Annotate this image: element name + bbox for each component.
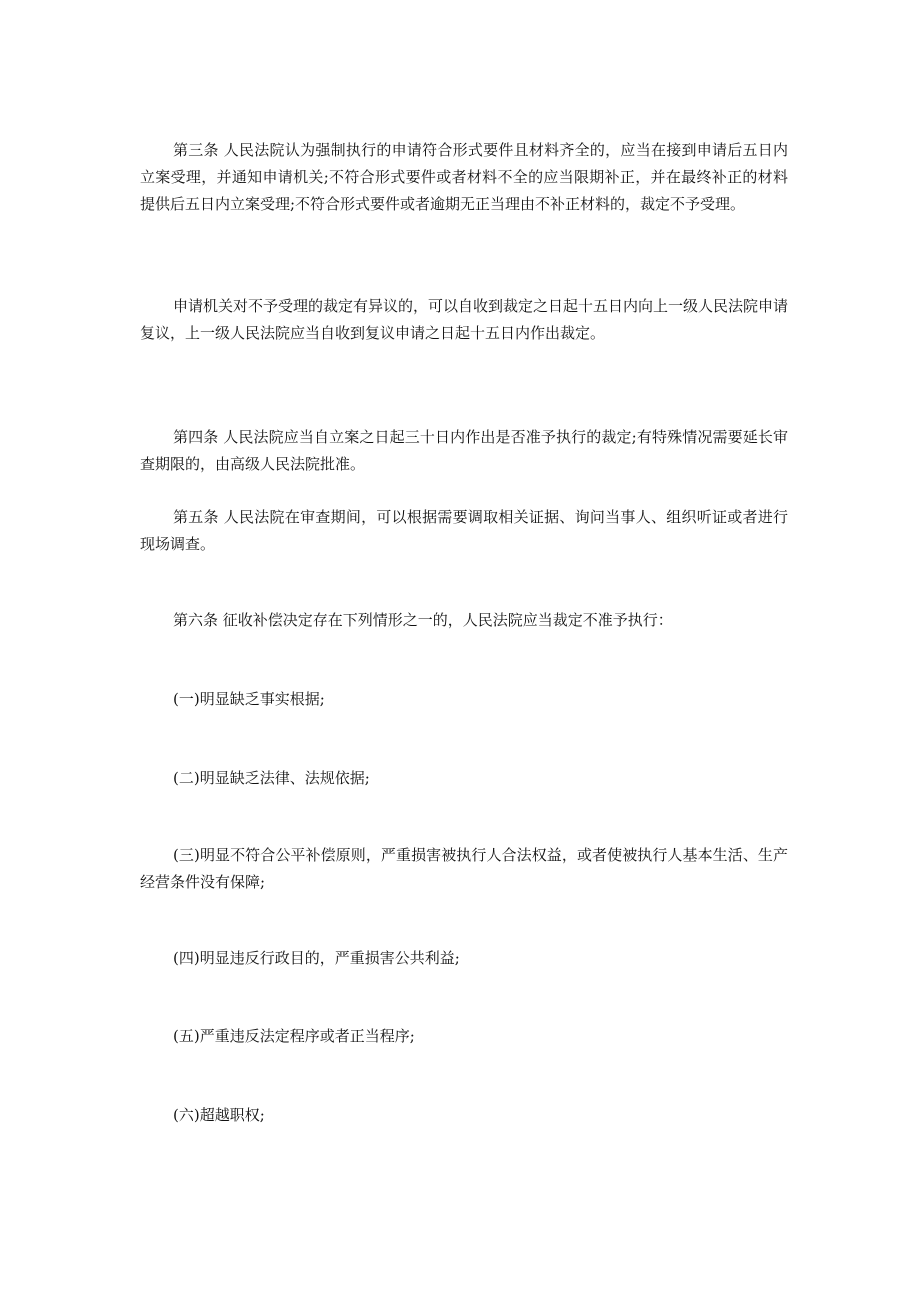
list-item-3: (三)明显不符合公平补偿原则，严重损害被执行人合法权益，或者使被执行人基本生活、生产经营条件没有保障; (140, 846, 788, 891)
reconsideration-paragraph: 申请机关对不予受理的裁定有异议的，可以自收到裁定之日起十五日内向上一级人民法院申请复议，上一级人民法院应当自收到复议申请之日起十五日内作出裁定。 (140, 297, 789, 342)
article-6-paragraph: 第六条 征收补偿决定存在下列情形之一的，人民法院应当裁定不准予执行： (173, 611, 673, 629)
list-item-1: (一)明显缺乏事实根据; (173, 690, 325, 708)
article-3-paragraph: 第三条 人民法院认为强制执行的申请符合形式要件且材料齐全的，应当在接到申请后五日内立案受理，并通知申请机关;不符合形式要件或者材料不全的应当限期补正，并在最终补正的材料提供后五日内立案受理;不符合形式要件或者逾期无正当理由不补正材料的，裁定不予受理。 (140, 141, 788, 213)
article-4-paragraph: 第四条 人民法院应当自立案之日起三十日内作出是否准予执行的裁定;有特殊情况需要延长审查期限的，由高级人民法院批准。 (140, 428, 788, 473)
list-item-2: (二)明显缺乏法律、法规依据; (173, 769, 370, 787)
list-item-6: (六)超越职权; (173, 1106, 265, 1124)
list-item-4: (四)明显违反行政目的，严重损害公共利益; (173, 949, 460, 967)
list-item-5: (五)严重违反法定程序或者正当程序; (173, 1027, 415, 1045)
article-5-paragraph: 第五条 人民法院在审查期间，可以根据需要调取相关证据、询问当事人、组织听证或者进行现场调查。 (140, 508, 788, 553)
